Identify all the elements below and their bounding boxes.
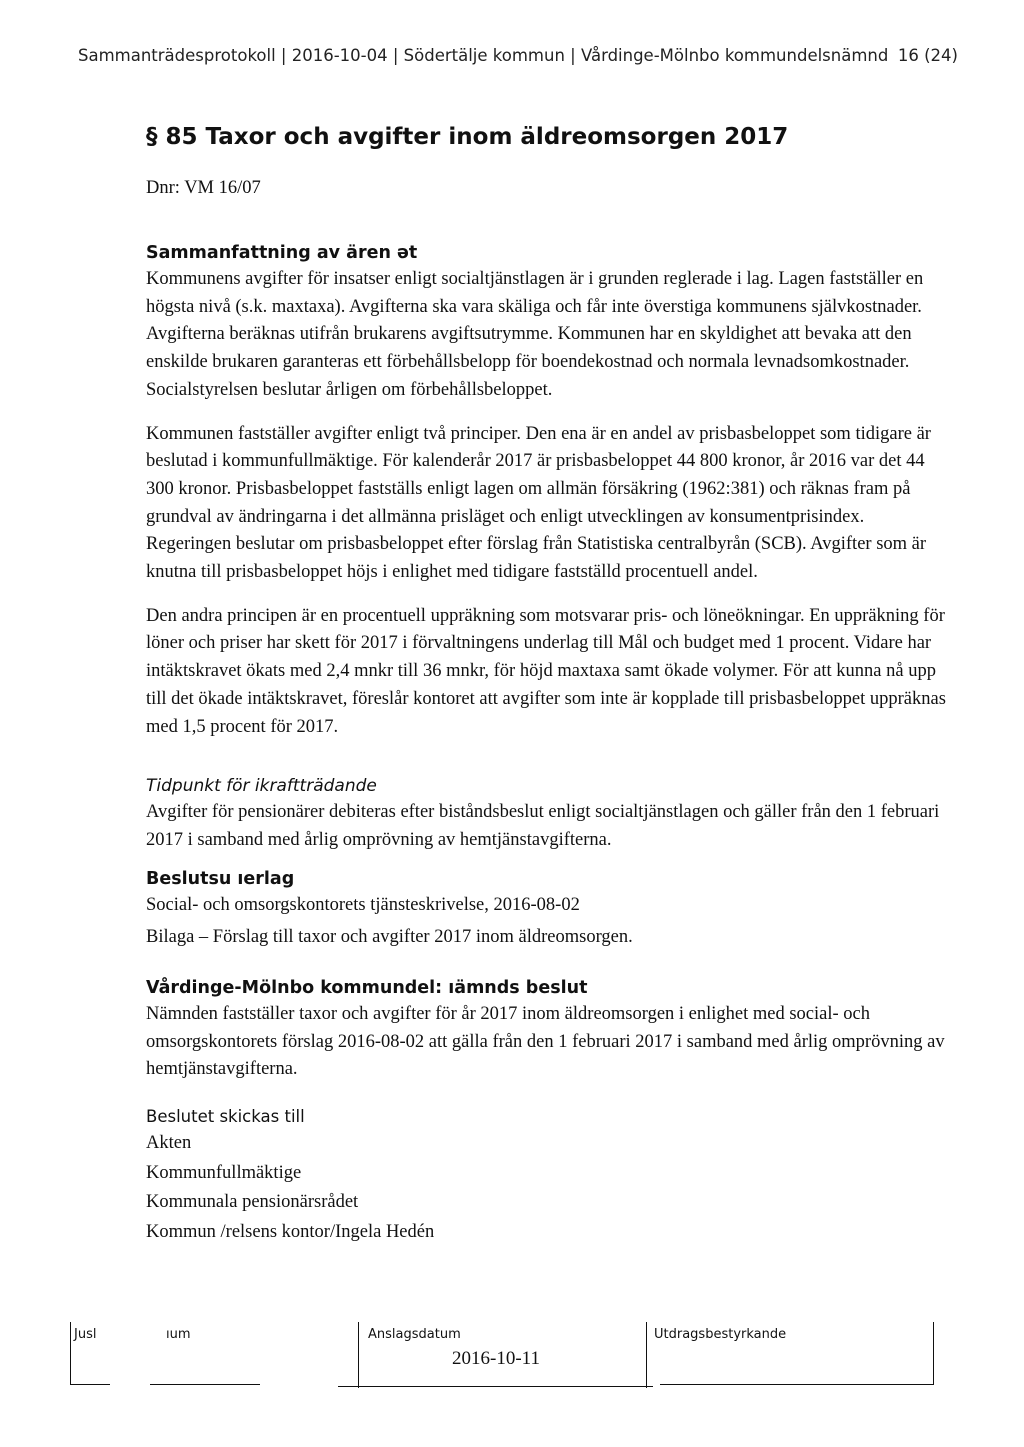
footer-underline [70, 1384, 110, 1385]
decision-section [146, 975, 946, 1084]
footer-divider [646, 1322, 647, 1388]
recipient-item: Kommunfullmäktige [146, 1162, 302, 1183]
effective-date-section [146, 773, 946, 854]
effective-date-heading: Tidpunkt för ikraftträdande [146, 776, 377, 796]
footer-divider [70, 1322, 71, 1384]
recipient-item: Akten [146, 1133, 192, 1153]
effective-date-text: Avgifter för pensionärer debiteras efter biståndsbeslut enligt socialtjänstlagen och gäller från den 1 februari 2017 i samband med årlig omprövning av hemtjänstavgifterna. [146, 802, 940, 850]
distribution-heading: Beslutet skickas till [146, 1107, 305, 1126]
summary-section [146, 240, 946, 741]
decision-basis-section [146, 866, 946, 951]
summary-paragraph-3: Den andra principen är en procentuell uppräkning som motsvarar pris- och löneökningar. En uppräkning för löner och priser har skett för 2017 i förvaltningens underlag till Mål och budget med 1 procent. Vidare har intäktskravet ökats med 2,4 mnkr till 36 mnkr, för höjd maxtaxa samt ökade volymer. För att kunna nå upp till det ökade intäktskravet, föreslår kontoret att avgifter som inte är kopplade till prisbasbeloppet uppräknas med 1,5 procent för 2017. [146, 605, 946, 737]
page-number: 16 (24) [897, 46, 958, 65]
footer-label-utdragsbestyrkande: Utdragsbestyrkande [654, 1327, 787, 1342]
summary-paragraph-2: Kommunen fastställer avgifter enligt två principer. Den ena är en andel av prisbasbeloppet som tidigare är beslutad i kommunfullmäktige. För kalenderår 2017 är prisbasbeloppet 44 800 kronor, år 2016 var det 44 300 kronor. Prisbasbeloppet fastställs enligt lagen om allmän försäkring (1962:381) och räknas fram på grundval av ändringarna i det allmänna prisläget och enligt utvecklingen av konsumentprisindex. Regeringen beslutar om prisbasbeloppet efter förslag från Statistiska centralbyrån (SCB). Avgifter som är knutna till prisbasbeloppet höjs i enlighet med tidigare fastställd procentuell andel. [146, 423, 931, 583]
recipient-item: Kommun /relsens kontor/Ingela Hedén [146, 1222, 435, 1243]
footer-underline [660, 1384, 934, 1385]
page-title: § 85 Taxor och avgifter inom äldreomsorgen 2017 [146, 124, 789, 150]
summary-paragraph-1: Kommunens avgifter för insatser enligt socialtjänstlagen är i grunden reglerade i lag. Lagen fastställer en högsta nivå (s.k. maxtaxa). Avgifterna ska vara skäliga och får inte överstiga kommunens självkostnader. Avgifterna beräknas utifrån brukarens avgiftsutrymme. Kommunen har en skyldighet att bevaka att den enskilde brukaren garanteras ett förbehållsbelopp för boendekostnad och normala levnadsomkostnader. Socialstyrelsen beslutar årligen om förbehållsbeloppet. [146, 269, 924, 400]
recipient-item: Kommunala pensionärsrådet [146, 1192, 359, 1213]
decision-basis-item: Bilaga – Förslag till taxor och avgifter 2017 inom äldreomsorgen. [146, 926, 633, 947]
footer-underline [338, 1386, 653, 1387]
footer-label-justering: Jusl [74, 1327, 97, 1342]
footer-label-anslagsdatum: Anslagsdatum [368, 1327, 461, 1342]
decision-heading: Vårdinge-Mölnbo kommundel: ıämnds beslut [146, 978, 588, 998]
distribution-section [146, 1104, 946, 1247]
header-text: Sammanträdesprotokoll | 2016-10-04 | Södertälje kommun | Vårdinge-Mölnbo kommundelsnämnd [78, 46, 889, 65]
signature-footer [70, 1322, 934, 1388]
decision-basis-item: Social- och omsorgskontorets tjänsteskrivelse, 2016-08-02 [146, 895, 580, 915]
summary-heading: Sammanfattning av ären ət [146, 243, 418, 263]
page-header [78, 46, 958, 65]
footer-value-anslagsdatum: 2016-10-11 [452, 1348, 540, 1369]
footer-divider [358, 1322, 359, 1388]
footer-label-datum: ıum [166, 1327, 191, 1342]
decision-basis-heading: Beslutsu ıerlag [146, 869, 295, 889]
diary-number: Dnr: VM 16/07 [146, 178, 261, 198]
footer-divider [933, 1322, 934, 1384]
footer-underline [150, 1384, 260, 1385]
decision-text: Nämnden fastställer taxor och avgifter för år 2017 inom äldreomsorgen i enlighet med social- och omsorgskontorets förslag 2016-08-02 att gälla från den 1 februari 2017 i samband med årlig omprövning av hemtjänstavgifterna. [146, 1004, 945, 1080]
